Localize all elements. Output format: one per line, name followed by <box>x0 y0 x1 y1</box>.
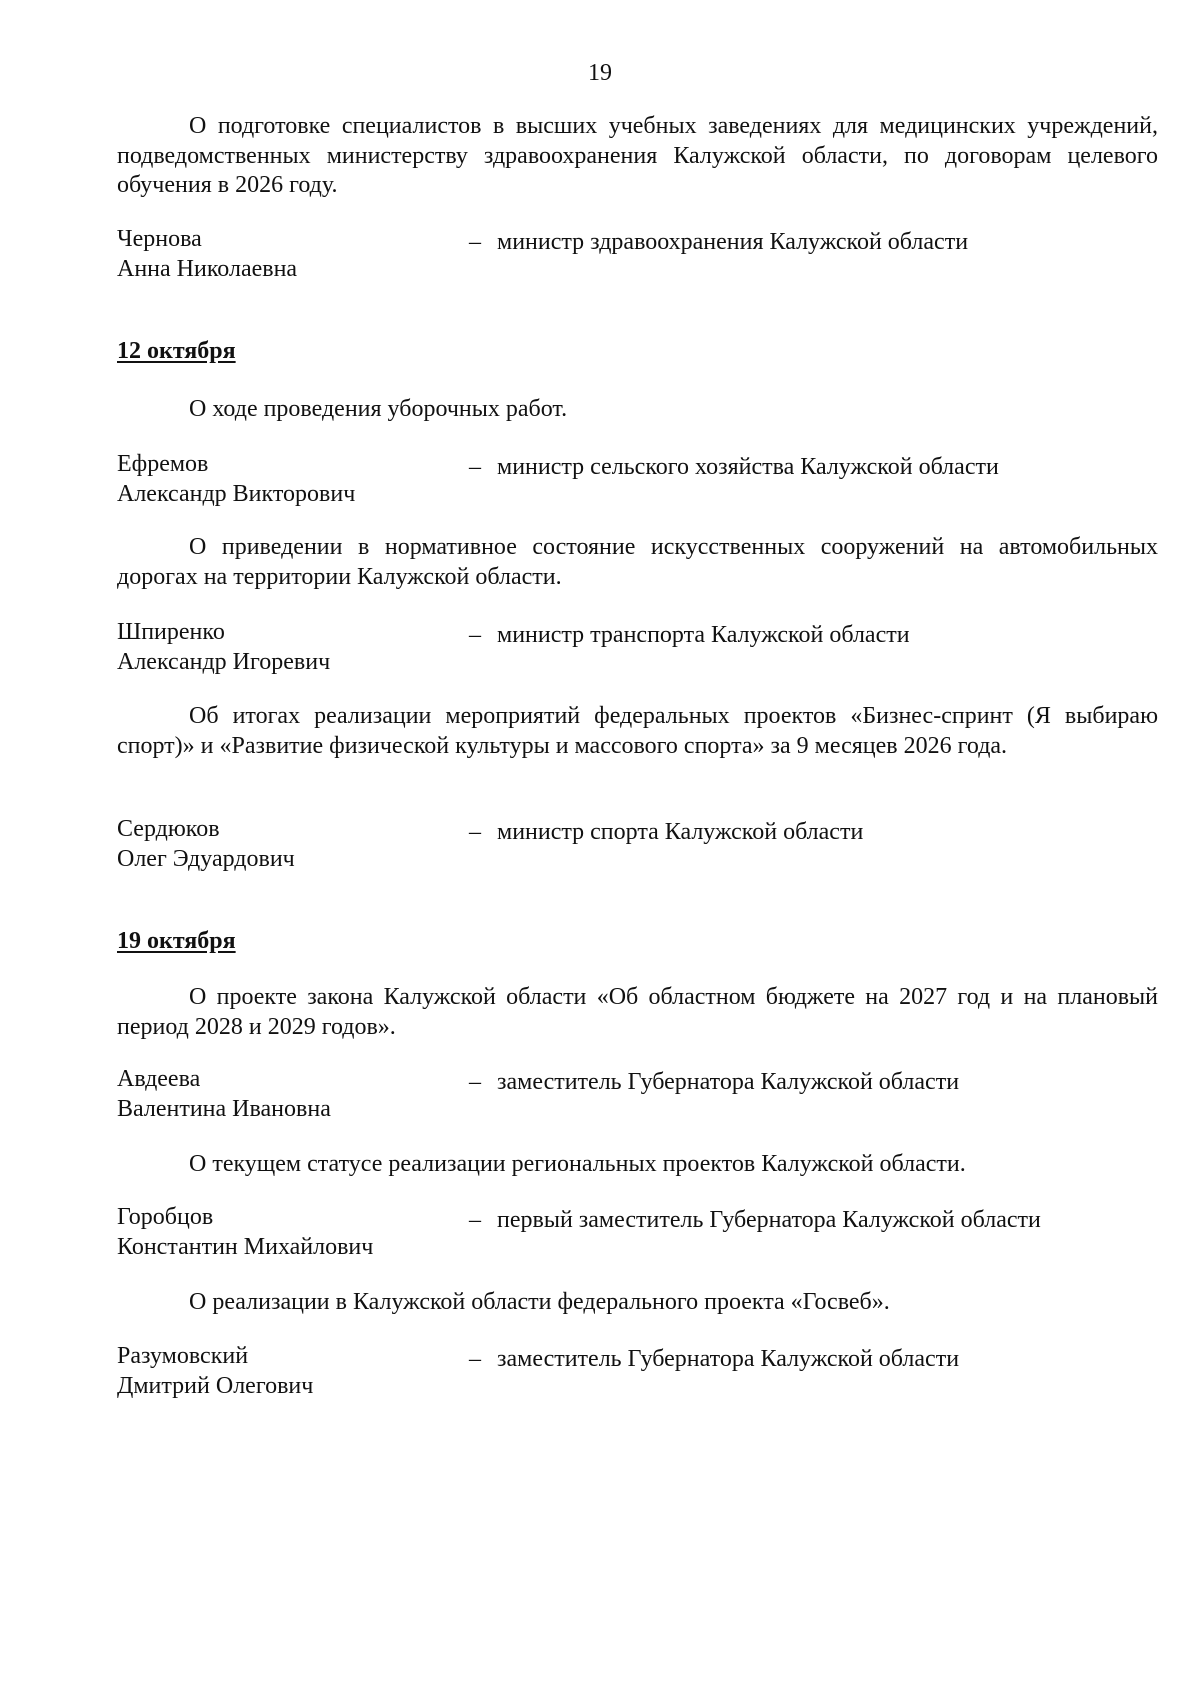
speaker-name <box>117 450 457 509</box>
dash: – <box>469 819 481 845</box>
speaker-name <box>117 1203 457 1262</box>
dash: – <box>469 1346 481 1372</box>
speaker-given-name: Александр Игоревич <box>117 648 331 675</box>
speaker-name <box>117 618 457 677</box>
speaker-surname: Разумовский <box>117 1343 249 1369</box>
speaker-position: – министр здравоохранения Калужской области <box>469 228 968 258</box>
speaker-given-name: Александр Викторович <box>117 480 356 507</box>
agenda-topic: О проекте закона Калужской области «Об областном бюджете на 2027 год и на плановый период 2028 и 2029 годов». <box>117 984 1158 1040</box>
speaker-position: – министр спорта Калужской области <box>469 818 863 848</box>
speaker-surname: Авдеева <box>117 1066 201 1092</box>
speaker-name <box>117 225 457 284</box>
page-number: 19 <box>588 60 612 86</box>
date-heading: 12 октября <box>117 338 236 364</box>
speaker-given-name: Дмитрий Олегович <box>117 1372 314 1399</box>
agenda-topic: О подготовке специалистов в высших учебных заведениях для медицинских учреждений, подведомственных министерству здравоохранения Калужской области, по договорам целевого обучения в 2026 году. <box>117 113 1158 198</box>
dash: – <box>469 1069 481 1095</box>
agenda-topic: О текущем статусе реализации региональных проектов Калужской области. <box>189 1151 966 1177</box>
speaker-surname: Сердюков <box>117 816 220 842</box>
speaker-position: – первый заместитель Губернатора Калужской области <box>469 1206 1041 1236</box>
speaker-name <box>117 815 457 874</box>
speaker-given-name: Константин Михайлович <box>117 1233 374 1260</box>
speaker-surname: Шпиренко <box>117 619 225 645</box>
speaker-name <box>117 1065 457 1124</box>
speaker-given-name: Валентина Ивановна <box>117 1095 331 1122</box>
speaker-name <box>117 1342 457 1401</box>
speaker-given-name: Олег Эдуардович <box>117 845 295 872</box>
agenda-topic: О ходе проведения уборочных работ. <box>189 396 568 422</box>
dash: – <box>469 622 481 648</box>
dash: – <box>469 1207 481 1233</box>
speaker-position: – министр транспорта Калужской области <box>469 621 910 651</box>
speaker-surname: Горобцов <box>117 1204 214 1230</box>
speaker-position: – заместитель Губернатора Калужской области <box>469 1068 959 1098</box>
agenda-topic: О приведении в нормативное состояние искусственных сооружений на автомобильных дорогах на территории Калужской области. <box>117 534 1158 590</box>
speaker-position: – заместитель Губернатора Калужской области <box>469 1345 959 1375</box>
dash: – <box>469 454 481 480</box>
agenda-topic: Об итогах реализации мероприятий федеральных проектов «Бизнес-спринт (Я выбираю спорт)» и «Развитие физической культуры и массового спорта» за 9 месяцев 2026 года. <box>117 703 1158 759</box>
dash: – <box>469 229 481 255</box>
speaker-position: – министр сельского хозяйства Калужской области <box>469 453 999 483</box>
agenda-topic: О реализации в Калужской области федерального проекта «Госвеб». <box>189 1289 890 1315</box>
speaker-surname: Ефремов <box>117 451 209 477</box>
speaker-given-name: Анна Николаевна <box>117 255 298 282</box>
date-heading: 19 октября <box>117 928 236 954</box>
speaker-surname: Чернова <box>117 226 202 252</box>
